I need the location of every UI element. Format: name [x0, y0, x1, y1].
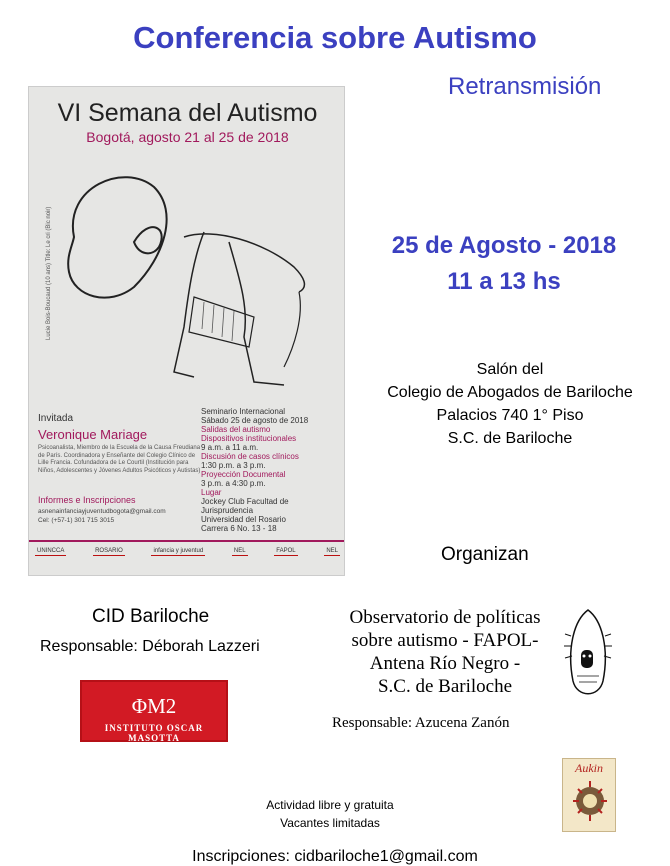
poster-info-phone: Cel: (+57-1) 301 715 3015 — [38, 517, 115, 524]
observatorio-line-3: Antena Río Negro - — [369, 653, 521, 674]
poster-proyeccion: Proyección Documental — [201, 470, 286, 479]
event-datetime — [360, 228, 648, 300]
subtitle: Retransmisión — [448, 73, 602, 100]
poster-lugar-2: Universidad del Rosario — [201, 515, 286, 524]
poster-info-email: asnenainfanciayjuventudbogota@gmail.com — [38, 508, 166, 515]
poster-logo-nel: NEL — [233, 548, 246, 554]
poster-lugar-3: Carrera 6 No. 13 - 18 — [201, 524, 277, 533]
poster-salidas: Salidas del autismo — [201, 425, 271, 434]
venue-line-4: S.C. de Bariloche — [447, 430, 573, 447]
poster-logo-fapol: FAPOL — [276, 548, 296, 554]
fm2-logo-main: ΦM2 — [131, 694, 177, 718]
poster-disp-time: 9 a.m. a 11 a.m. — [201, 443, 259, 452]
poster-info-contact — [38, 507, 203, 525]
poster-info-heading: Informes e Inscripciones — [38, 495, 136, 505]
poster-logo-unincca: UNINCCA — [37, 548, 65, 554]
event-time: 11 a 13 hs — [447, 268, 561, 295]
poster-disc-time: 1:30 p.m. a 3 p.m. — [201, 461, 266, 470]
observatorio-logo-icon — [563, 606, 613, 706]
aukin-logo — [562, 758, 616, 832]
cid-name: CID Bariloche — [92, 606, 210, 627]
aukin-emblem-icon — [569, 777, 611, 827]
observatorio-line-2: sobre autismo - FAPOL- — [351, 630, 539, 651]
poster-seminario-title: Seminario Internacional — [201, 407, 286, 416]
aukin-logo-text: Aukin — [575, 761, 603, 775]
poster-side-credit: Lucie Bois-Boucaud (10 ans) Title: Le cri (Bic noir) — [46, 206, 52, 340]
poster-dispositivos: Dispositivos institucionales — [201, 434, 297, 443]
observatorio-line-1: Observatorio de políticas — [349, 607, 541, 628]
observatorio-line-4: S.C. de Bariloche — [377, 676, 513, 697]
poster-proy-time: 3 p.m. a 4:30 p.m. — [201, 479, 266, 488]
event-poster — [28, 86, 345, 576]
poster-lugar-1: Jockey Club Facultad de Jurisprudencia — [201, 497, 289, 515]
bottom-notes — [200, 796, 460, 832]
venue-line-3: Palacios 740 1° Piso — [436, 407, 584, 424]
limited-spots-note: Vacantes limitadas — [280, 816, 380, 830]
poster-logo-rosario: ROSARIO — [95, 548, 123, 554]
fm2-logo-sub: INSTITUTO OSCAR MASOTTA — [104, 723, 204, 743]
poster-divider — [29, 540, 345, 542]
venue-line-1: Salón del — [476, 361, 544, 378]
poster-seminario-date: Sábado 25 de agosto de 2018 — [201, 416, 309, 425]
poster-seminario — [201, 407, 341, 533]
observatorio-name — [330, 606, 560, 698]
venue-block — [360, 358, 660, 450]
poster-title: VI Semana del Autismo — [57, 99, 318, 127]
poster-drawing — [54, 157, 334, 407]
observatorio-responsable: Responsable: Azucena Zanón — [332, 715, 510, 731]
poster-subtitle: Bogotá, agosto 21 al 25 de 2018 — [86, 129, 289, 145]
cid-responsable: Responsable: Déborah Lazzeri — [40, 638, 260, 655]
activity-free-note: Actividad libre y gratuita — [266, 798, 394, 812]
poster-invitada-name: Veronique Mariage — [38, 427, 148, 442]
poster-discusion: Discusión de casos clínicos — [201, 452, 299, 461]
poster-logo-infancia: infancia y juventud — [153, 548, 204, 554]
registration-info: Inscripciones: cidbariloche1@gmail.com — [192, 848, 478, 865]
page-title: Conferencia sobre Autismo — [133, 20, 537, 55]
poster-logo-nel-2: NEL — [326, 548, 338, 554]
poster-lugar-label: Lugar — [201, 488, 222, 497]
poster-logos — [35, 547, 340, 556]
fm2-logo — [80, 680, 228, 742]
poster-invitada-desc: Psicoanalista, Miembro de la Escuela de la Causa Freudiana de París. Coordinadora y Enseñante del Colegio Clínico de Lille Francia. Cofundadora de Le Courtil (Institución para Niños, Adolescentes y Jóvenes Adultos Psicóticos y Autistas) — [38, 445, 201, 474]
event-date: 25 de Agosto - 2018 — [391, 232, 617, 259]
venue-line-2: Colegio de Abogados de Bariloche — [387, 384, 633, 401]
poster-invitada-label: Invitada — [38, 413, 74, 424]
organizers-heading: Organizan — [441, 544, 529, 565]
